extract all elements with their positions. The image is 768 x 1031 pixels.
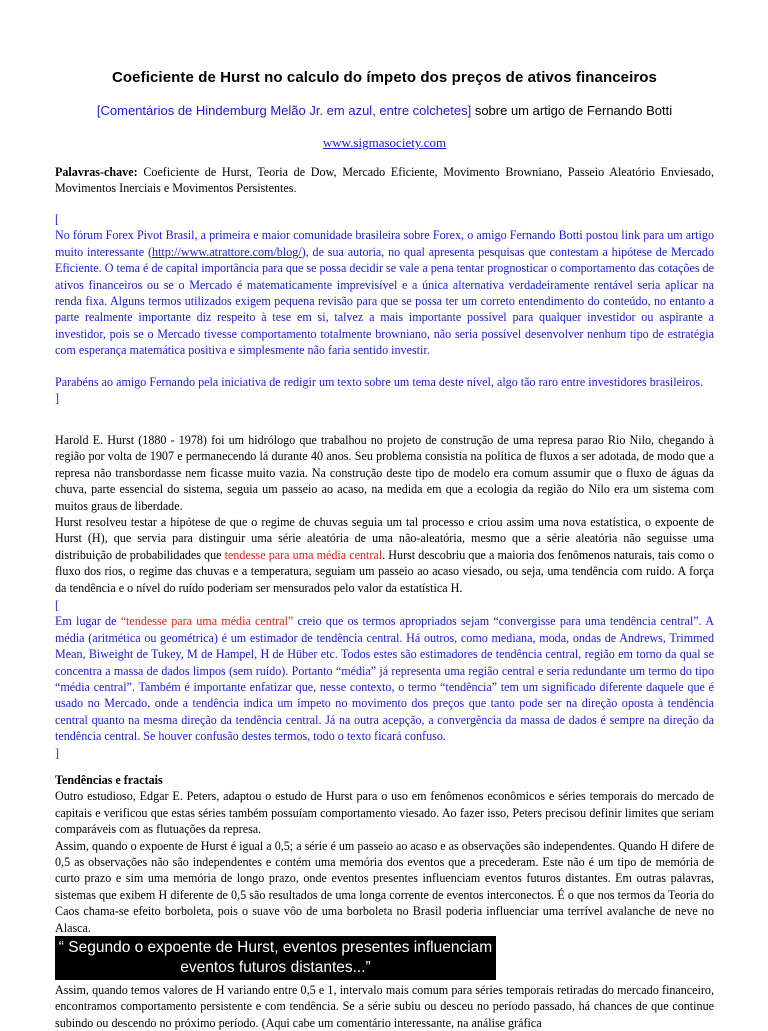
keywords-text: Coeficiente de Hurst, Teoria de Dow, Mercado Eficiente, Movimento Browniano, Passeio Aleatório Enviesado, Movimentos Inerciais e Movimentos Persistentes. [55, 165, 714, 196]
comment-block-1-end [55, 374, 714, 407]
pull-quote-box [55, 936, 496, 980]
hurst-history-section [55, 432, 714, 596]
hurst-paragraph-2 [55, 514, 714, 596]
section-paragraph-2: Assim, quando o expoente de Hurst é igual a 0,5; a série é um passeio ao acaso e as observações são independentes. Quando H difere de 0,5 as observações não são independentes e contém uma memória dos eventos que a precederam. Este não é um tipo de memória de curto prazo e sim uma memória de longo prazo, onde eventos presentes influenciam eventos futuros distantes. Em outras palavras, sistemas que exibem H diferente de 0,5 são resultados de uma longa corrente de eventos interconectos. É o que nos termos da Teoria do Caos chama-se efeito borboleta, pois o suave vôo de uma borboleta no Brasil poderia influenciar uma terrível avalanche de neve no Alasca. [55, 838, 714, 935]
document-subtitle [55, 103, 714, 118]
comment1-close-bracket: ] [55, 391, 60, 406]
comment1-open-bracket: [ [55, 212, 60, 226]
website-line [55, 135, 714, 151]
section-paragraph-1: Outro estudioso, Edgar E. Peters, adaptou o estudo de Hurst para o uso em fenômenos econômicos e séries temporais do mercado de capitais e verificou que estas séries também possuíam comportamento viesado. Ao fazer isso, Peters precisou definir limites que seriam comparáveis com as flutuações da represa. [55, 789, 714, 837]
hurst-p2-highlight: tendesse para uma média central [224, 547, 383, 562]
pull-quote-line-1: “ Segundo o expoente de Hurst, eventos presentes influenciam [58, 939, 493, 956]
comment2-text-a: Em lugar de [55, 614, 121, 629]
hurst-p2-text-b: . Hurst descobriu que a maioria dos fenômenos naturais, tais como o fluxo dos rios, o regime das chuvas e a temperatura, seguiam um passeio ao acaso viesado, ou seja, uma tendência com ruído. A força da tendência e o nível do ruído poderiam ser mensurados pelo valor da estatística H. [55, 547, 714, 595]
comment1-text-a: No fórum Forex Pivot Brasil, a primeira e maior comunidade brasileira sobre Forex, o amigo Fernando Botti postou link para um artigo muito interessante ( [55, 228, 714, 259]
comment-block-1 [55, 211, 714, 359]
trends-fractals-section [55, 772, 714, 936]
comment2-highlight: “tendesse para uma média central” [120, 614, 294, 629]
hurst-p2-text-a: Hurst resolveu testar a hipótese de que o regime de chuvas seguia um tal processo e criou assim uma nova estatística, o expoente de Hurst (H), que servia para distinguir uma série aleatória de uma não-aleatória, mesmo que a série aleatória não seguisse uma distribuição de probabilidades que [55, 515, 714, 562]
document-title: Coeficiente de Hurst no calculo do ímpeto dos preços de ativos financeiros [111, 69, 657, 86]
comment1-text-b: ), de sua autoria, no qual apresenta pesquisas que contestam a hipótese de Mercado Eficiente. O tema é de capital importância para que se possa decidir se vale a pena tentar prognosticar o comportamento das cotações de ativos financeiros ou se o Mercado é matematicamente imprevisível e a única alternativa verdadeiramente rentável seria aplicar na renda fixa. Alguns termos utilizados exigem pequena revisão para que se possa ter um correto entendimento do conteúdo, no entanto a parte realmente importante diz respeito à tese em si, talvez a mais importante possível para qualquer investidor ou aspirante a investidor, pois se o Mercado tivesse comportamento totalmente browniano, não seria possível desenvolver nenhum tipo de estratégia com esperança matemática positiva e simplesmente não faria sentido investir. [55, 244, 714, 358]
atrattore-blog-link[interactable]: http://www.atrattore.com/blog/ [151, 244, 302, 259]
subtitle-article-note: sobre um artigo de Fernando Botti [471, 103, 673, 118]
section-heading: Tendências e fractais [55, 773, 163, 787]
keywords-label: Palavras-chave: [55, 165, 138, 179]
keywords-paragraph [55, 164, 714, 197]
comment2-close-bracket: ] [55, 745, 60, 760]
subtitle-comment-note: [Comentários de Hindemburg Melão Jr. em azul, entre colchetes] [96, 103, 472, 118]
website-link[interactable]: www.sigmasociety.com [322, 135, 447, 150]
hurst-paragraph-1: Harold E. Hurst (1880 - 1978) foi um hidrólogo que trabalhou no projeto de construção de uma represa parao Rio Nilo, chegando à região por volta de 1907 e permanecendo lá durante 40 anos. Seu problema consistia na política de fluxos a ser adotada, de modo que a represa não transbordasse nem ficasse muito vazia. Na construção deste tipo de modelo era comum assumir que o fluxo de águas da chuva, parte essencial do sistema, seguia um passeio ao acaso, na medida em que a ecologia da região do Nilo era um sistema com muitos graus de liberdade. [55, 433, 714, 513]
pull-quote-line-2: eventos futuros distantes...” [180, 959, 371, 976]
comment2-text-b: creio que os termos apropriados sejam “convergisse para uma tendência central”. A média (aritmética ou geométrica) é um estimador de tendência central. Há outros, como mediana, moda, ondas de Andrews, Trimmed Mean, Biweight de Tukey, M de Hampel, H de Hüber etc. Todos estes são estimadores de tendência central, região em torno da qual se concentra a massa de dados limpos (sem ruído). Portanto “média” já representa uma região central e seria redundante um termo do tipo “média central”. Também é importante enfatizar que, nesse contexto, o termo “tendência” tem um significado diferente daquele que é usado no Mercado, onde a tendência indica um ímpeto no movimento dos preços que tanto pode ser na direção oposta à tendência central quanto na mesma direção da tendência central. Já na outra acepção, a convergência da massa de dados é sempre na direção da tendência central. Se houver confusão destes termos, todo o texto ficará confuso. [55, 614, 714, 744]
comment1-paragraph-2: Parabéns ao amigo Fernando pela iniciativa de redigir um texto sobre um tema deste nível, algo tão raro entre investidores brasileiros. [55, 375, 704, 389]
comment2-paragraph [55, 613, 714, 744]
final-paragraph: Assim, quando temos valores de H variando entre 0,5 e 1, intervalo mais comum para séries temporais retiradas do mercado financeiro, encontramos comportamento persistente e com tendência. Se a série subiu ou desceu no período passado, há chances de que continue subindo ou descendo no próximo período. (Aqui cabe um comentário interessante, na análise gráfica [55, 983, 714, 1030]
comment1-paragraph-1 [55, 227, 714, 358]
comment2-open-bracket: [ [55, 598, 60, 612]
comment-block-2 [55, 597, 714, 761]
